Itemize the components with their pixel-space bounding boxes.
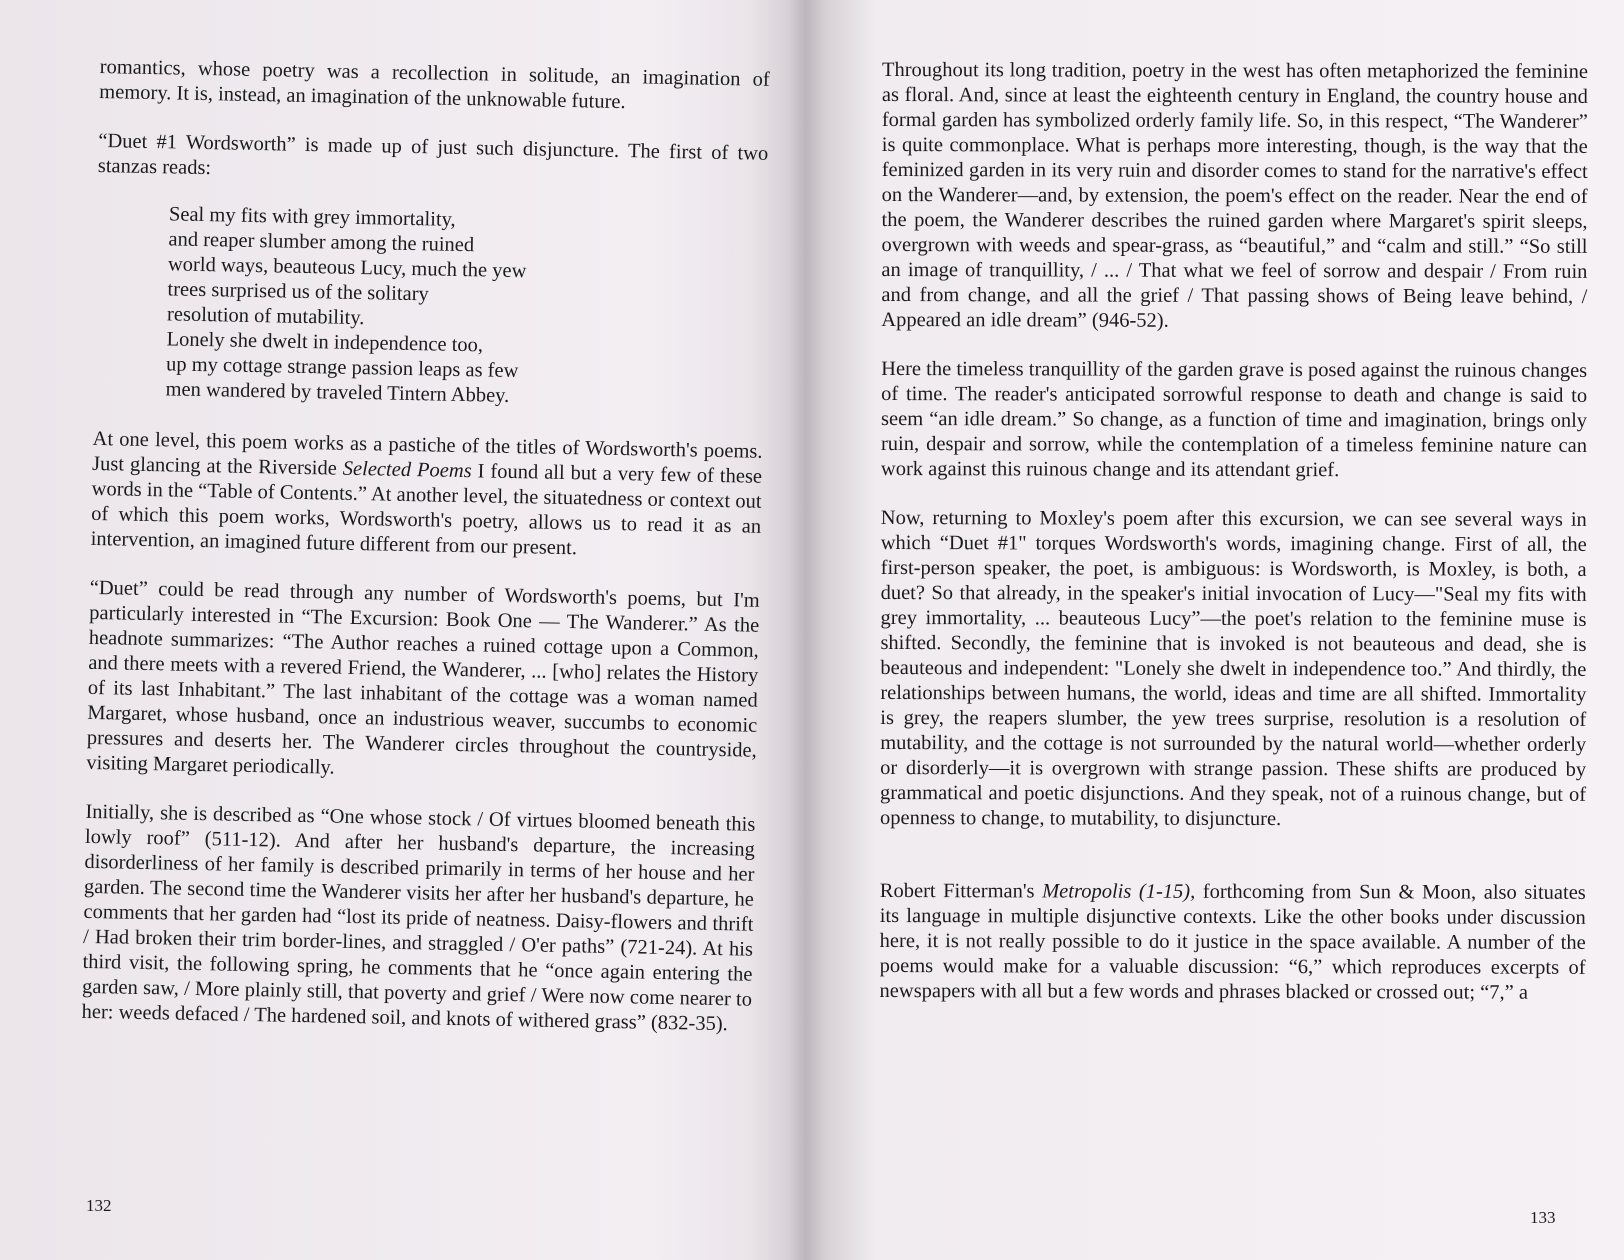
- left-page-text: [81, 55, 770, 1062]
- paragraph: “Duet #1 Wordsworth” is made up of just such disjuncture. The first of two stanzas reads:: [97, 129, 769, 180]
- spacer: [880, 855, 1586, 881]
- poem-line: world ways, beauteous Lucy, much the yew: [167, 253, 527, 283]
- text-run: Robert Fitterman's: [879, 879, 1043, 903]
- poem-line: trees surprised us of the solitary: [167, 278, 430, 306]
- page-number: 133: [1530, 1208, 1556, 1227]
- poem-line: up my cottage strange passion leaps as few: [165, 353, 519, 383]
- paragraph: Initially, she is described as “One whose stock / Of virtues bloomed beneath this lowly roof” (511-12). And after her husband's departure, the increasing disorderliness of her family is described primarily in terms of her house and her garden. The second time the Wanderer visits her after her husband's departure, he comments that her garden had “lost its pride of neatness. Daisy-flowers and thrift / Had broken their trim border-lines, and straggled / O'er paths” (721-24). At his third visit, the following spring, he comments that he “once again entering the garden saw, / More plainly still, that poverty and grief / Were now come nearer to her: weeds defaced / The hardened soil, and knots of withered grass” (832-35).: [81, 800, 756, 1036]
- page-number: 132: [86, 1196, 112, 1215]
- paragraph: [880, 879, 1586, 1006]
- paragraph: [90, 427, 762, 565]
- poem-line: Seal my fits with grey immortality,: [168, 203, 456, 231]
- poem-line: and reaper slumber among the ruined: [168, 228, 475, 257]
- poem-line: men wandered by traveled Tintern Abbey.: [165, 378, 510, 407]
- right-page-text: [879, 58, 1588, 1030]
- paragraph: Throughout its long tradition, poetry in the west has often metaphorized the feminine as floral. And, since at least the eighteenth century in England, the country house and formal garden has symbolized orderly family life. So, in this respect, “The Wanderer” is quite commonplace. What is perhaps more interesting, though, is the way that the feminized garden in its very ruin and disorder comes to stand for the narrative's effect on the Wanderer—and, by extension, the poem's effect on the reader. Near the end of the poem, the Wanderer describes the ruined garden where Margaret's spirit sleeps, overgrown with weeds and spear-grass, as “beautiful,” and “calm and still.” “So still an image of tranquillity, / ... / That what we feel of sorrow and despair / From ruin and from change, and all the grief / That passing shows of Being leave behind, / Appeared an idle dream” (946-52).: [881, 58, 1588, 332]
- paragraph: Now, returning to Moxley's poem after this excursion, we can see several ways in which “Duet #1" torques Wordsworth's words, imagining change. First of all, the first-person speaker, the poet, is ambiguous: is Wordsworth, is Moxley, is both, a duet? So that already, in the speaker's initial invocation of Lucy—"Seal my fits with grey immortality, ... beauteous Lucy”—the poet's relation to the feminine muse is shifted. Secondly, the feminine that is invoked is not beauteous and dead, she is beauteous and independent: "Lonely she dwelt in independence too.” And thirdly, the relationships between humans, the world, ideas and time are all shifted. Immortality is grey, the reapers slumber, the yew trees surprise, resolution is a resolution of mutability, and the cottage is not surrounded by the natural world—whether orderly or disorderly—it is overgrown with strange passion. These shifts are produced by grammatical and poetic disjunctions. And they speak, not of a ruinous change, but of openness to change, to mutability, to disjuncture.: [879, 506, 1587, 831]
- left-page: [0, 0, 800, 1260]
- text-run: forthcoming from Sun & Moon, also situates its language in multiple disjunctive contexts. Like the other books under discussion here, it is not really possible to do it justice in the space available. A number of the poems would make for a valuable discussion: “6,” which reproduces excerpts of newspapers with all but a few words and phrases blacked or crossed out; “7,” a: [879, 880, 1586, 1004]
- text-run: I found all but a very few of these words in the “Table of Contents.” At another level, the situatedness or context out of which this poem works, Wordsworth's poetry, allows us to read it as an intervention, an imagined future different from our present.: [90, 460, 763, 560]
- poem-line: Lonely she dwelt in independence too,: [166, 328, 484, 357]
- book-title: Metropolis (1-15),: [1042, 880, 1196, 903]
- paragraph: Here the timeless tranquillity of the garden grave is posed against the ruinous changes of time. The reader's anticipated sorrowful response to death and change is said to seem “an idle dream.” So change, as a function of time and imagination, brings only ruin, despair and sorrow, while the contemplation of a timeless feminine nature can work against this ruinous change and its attendant grief.: [880, 357, 1588, 482]
- poem-line: resolution of mutability.: [166, 303, 365, 330]
- paragraph: “Duet” could be read through any number of Wordsworth's poems, but I'm particularly interested in “The Excursion: Book One — The Wanderer.” As the headnote summarizes: “The Author reaches a ruined cottage upon a Common, and there meets with a revered Friend, the Wanderer, ... [who] relates the History of its last Inhabitant.” The last inhabitant of the cottage was a woman named Margaret, whose husband, once an industrious weaver, succumbs to economic pressures and deserts her. The Wanderer circles throughout the countryside, visiting Margaret periodically.: [86, 576, 760, 779]
- paragraph: romantics, whose poetry was a recollection in solitude, an imagination of memory. It is, instead, an imagination of the unknowable future.: [99, 55, 770, 114]
- book-title: Selected Poems: [342, 457, 472, 483]
- poem-stanza: [165, 202, 767, 413]
- text-run: At one level, this poem works as a pastiche of the titles of Wordsworth's poems. Just glancing at the Riverside: [91, 427, 763, 480]
- right-page: [828, 0, 1624, 1260]
